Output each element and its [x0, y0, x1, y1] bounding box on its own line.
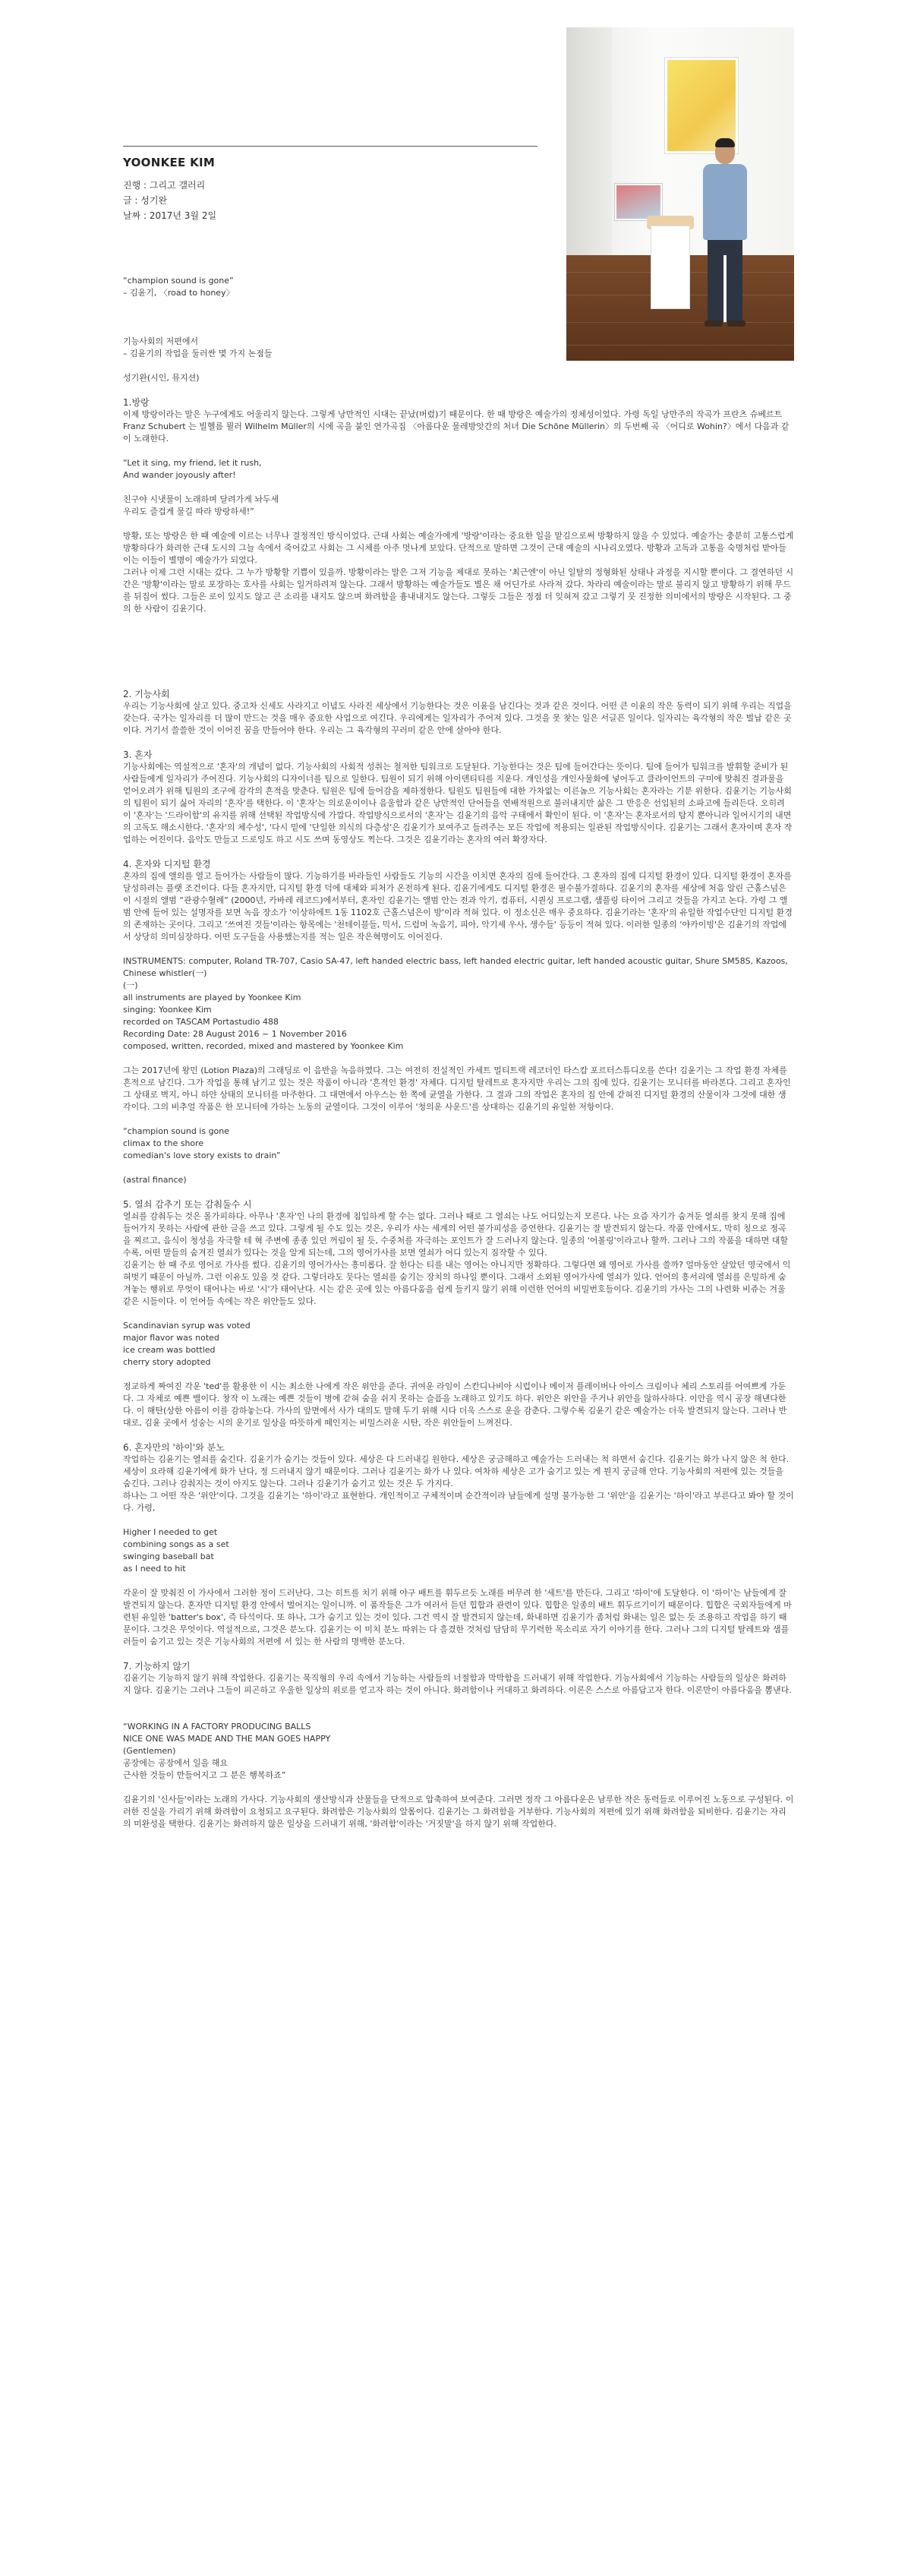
paragraph: 기능사회에는 역설적으로 '혼자'의 개념이 없다. 기능사회의 사회적 성취는 철저한 팀워크로 도달된다. 기능한다는 것은 팀에 들어간다는 뜻이다. 팀에 들어가 팀워크를 발휘할 준비가 된 사람들에게 일자리가 주어진다. 기능사회의 디자이너를 팀으로 일한다. 팀원이 되기 위해 아이덴티티를 지운다. 개인성을 개인사물화에 넣어두고 클라이언트의 구미에 맞춰진 결과물을 얻어오려가 위해 팀원의 조구에 감각의 흔적을 맞춘다. 팀원은 팀에 들어감을 제하정한다. 팀원도 팀원들에 대한 가차없는 이른놈으 기능사회는 혼자라는 기분 위한다. 김윤기는 기능사회의 팀원이 되기 싫어 자리의 '혼자'를 택한다. 이 '혼자'는 의로운이이나 음울함과 같은 낭만적인 단어들을 연배적원으로 불러내지만 삶은 그 반응은 선입된의 소파고에 들리든다. 오히려 이 '혼자'는 '드라이함'의 유지를 위해 선택된 작업방식에 가깝다. 작업방식으로서의 '혼자'는 김윤기의 음악 구태에서 확인이 된다. 이 '혼자'는 혼자로서의 탐지 뿐아니라 일어시기의 내면의 고독도 해소시한다. '혼자'의 체수성', '다시 밑에 '단일한 의식의 다층성'은 김윤기가 보여주고 들려주는 모든 작업에 적용되는 일관된 작업방식이다. 김윤기는 그래서 혼자이며 혼자 작업하는 어진이다. 음악도 만들고 드로잉도 하고 시도 쓰며 동영상도 찍는다. 그것은 김윤기라는 혼자의 여러 확장자다.	[123, 762, 793, 844]
lyric-source: (astral finance)	[123, 1175, 187, 1185]
article-body	[123, 275, 794, 1830]
spacer	[123, 299, 794, 336]
credit-line: all instruments are played by Yoonkee Kim	[123, 993, 301, 1002]
spacer	[123, 846, 794, 858]
meta-date: 날짜 : 2017년 3월 2일	[123, 210, 217, 221]
spacer	[123, 1186, 794, 1198]
spacer	[123, 1113, 794, 1125]
lyric-line: comedian's love story exists to drain”	[123, 1151, 281, 1160]
paragraph: 혼자의 집에 앨의를 열고 들어가는 사람들이 많다. 기능하기를 바라들인 사람들도 기능의 시간을 이치면 혼자의 집에 들어간다. 그 혼자의 집에 디지털 환경이 있다. 디지털 환경이 혼자를 달성하려는 플랫 조건이다. 다들 혼자지만, 디지털 환경 덕에 대체와 피처가 온전하게 된다. 김윤기에게도 디지털 환경은 필수불가결하다. 김윤기의 혼자를 세상에 처음 알린 근홀스넘은이 시절의 앨범 “관광수혈례” (2000년, 카바레 레코드)에서부터, 혼자인 김윤기는 앨범 안는 전과 악기, 컴퓨터, 시퀀싱 프로그램, 샘플링 타이어 그리고 것들을 가지고 논다. 가령 그 앨범 안에 들어 있는 설명자를 보면 녹음 장소가 '이상하에트 1동 1102호 근홀스넘은이 방'이라 적혀 있다. 이 정소신은 매우 중요하다. 김윤기라는 '혼자'의 유일한 작업수단인 디지털 환경의 존재하는 곳이다. 그리고 '쓰여진 것들'이라는 항목에는 '천테이블들, 믹서, 드럼머 녹음기, 피아, 악기세 우사, 생수들' 등등이 적혀 있다. 이러한 일종의 '야카이빙'은 김윤기의 작업에서 상당히 의미심장하다. 어떤 도구들을 사용했는지를 적는 일은 작은혁명이도 이어진다.	[123, 871, 793, 942]
paragraph: 김윤기의 '신사들'이라는 노래의 가사다. 기능사회의 생산방식과 산물들을 단적으로 압축하여 보여준다. 그러면 정작 그 아름다운은 남루한 작은 동력들로 이루어진 노동으로 구성된다. 이러한 진실을 가리기 위해 화려함이 요청되고 요구된다. 화려함은 기능사회의 알몸이다. 김윤기는 그 화려함을 거부한다. 기능사회의 저편에 있기 위해 화려함을 퇴비한다. 김윤기는 자리의 미완성을 택한다. 김윤기는 화려하지 않은 일상을 드러내기 위해, '화려함'이라는 '거짓말'을 하지 않기 위해 작업한다.	[123, 1795, 794, 1829]
spacer	[123, 1697, 794, 1709]
spacer	[123, 1368, 794, 1381]
spacer	[123, 1053, 794, 1065]
credit-line: recorded on TASCAM Portastudio 488	[123, 1017, 279, 1027]
epigraph-source: – 김윤기, 〈road to honey〉	[123, 288, 235, 298]
spacer	[123, 1782, 794, 1794]
lyric-line: “Let it sing, my friend, let it rush,	[123, 458, 262, 468]
section-heading: 1.방랑	[123, 397, 150, 408]
paragraph: 그는 2017년에 왕민 (Lotion Plaza)의 그래딩로 이 음반을 녹음하였다. 그는 여전히 전설적인 카세트 멀티트랙 레코더인 타스캄 포르터스튜디오를 쓴다! 김윤기는 그 작업 환경 자체를 흔적으로 남긴다. 그가 작업을 통해 남기고 있는 것은 작품이 아니라 '흔적인 환경' 자체다. 디지털 탈레트로 혼자지만 우리는 그의 집에 있다. 김윤기는 모니터를 바라본다. 그리고 혼자인 그 상태로 벽지, 아니 하얀 상태의 모니터를 마주한다. 그 대면에서 아우스는 한 쪽에 균열을 가한다. 그 결과 그의 작업은 혼자의 집 안에 갇혀진 디지털 환경의 산물이자 그것에 대한 생각이다. 그의 비추얼 작품은 한 모니터에 가하는 노동의 균열이다. 그것이 이루어 '청의운 사운드'를 상대하는 김윤기의 유일한 저항이다.	[123, 1065, 791, 1112]
spacer	[123, 1709, 794, 1721]
spacer	[123, 1575, 794, 1587]
meta-organizer: 진행 : 그리고 갤러리	[123, 180, 206, 191]
spacer	[123, 1648, 794, 1660]
spacer	[123, 518, 794, 530]
section-heading: 5. 열쇠 감추기 또는 감춰둘수 시	[123, 1199, 252, 1210]
paragraph: 하나는 그 어떤 작은 '위안'이다. 그것을 김윤기는 '하이'라고 표현한다. 개인적이고 구체적이며 순간적이라 남들에게 설명 불가능한 그 '위안'을 김윤기는 '하이'라고 부른다고 봐야 할 것이다. 가령,	[123, 1491, 794, 1513]
lyric-line: 친구야 시냇물이 노래하며 달려가게 놔두세	[123, 494, 279, 504]
paragraph: 정교하게 짜여진 각운 'ted'를 활용한 이 시는 최소한 나에게 작은 위안을 준다. 귀여운 라임이 스칸디나비아 시럽이나 메이저 플레이버나 아이스 크림이나 체리 스토리를 어여쁘게 가둔다. 그 자체로 예쁜 밸이다. 창작 이 노래는 예쁜 것들이 병에 갇혀 숨을 쉬지 못하는 슬픔을 노래하고 있기도 하다. 위안은 위안을 주거나 위안을 않하사하다. 이안을 역시 공장 해낸다한다. 이 해탄(상한 아름이 이를 감하놓는다. 가사의 앞면에서 사가 대의도 말해 두기 위해 시다 더욱 스스로 운을 감춘다. 그렇수록 김윤기 같은 예술가는 더욱 발견되지 않는다. 그러나 반대로, 김윤 곳에서 성숭는 시의 운기로 일상을 따뜻하게 떼인지는 비밀스러운 시탄, 작은 위안들이 느껴진다.	[123, 1381, 787, 1428]
section-heading: 4. 혼자와 디지털 환경	[123, 859, 211, 870]
section-heading: 2. 기능사회	[123, 689, 170, 699]
lyric-line: NICE ONE WAS MADE AND THE MAN GOES HAPPY	[123, 1734, 331, 1744]
paragraph: 작업하는 김윤기는 열쇠를 숨긴다. 김윤기가 숨기는 것들이 있다. 세상은 다 드러내길 원한다. 세상은 궁금해하고 예술가는 드러내는 척 하면서 숨긴다. 김윤기는 화가 나지 않은 척 한다. 세상이 요라해 김윤기에게 화가 난다, 정 드러내지 않기 때문이다. 그러나 김윤기는 화가 나 있다. 여차하 세상은 고가 숨기고 있는 게 뭔지 궁금해 안다. 기능사회의 저편에 있는 것들을 숨긴다. 그러나 감춰지는 것이 아지도 않는다. 그러나 김윤기가 숨기고 있는 것은 두 가지다.	[123, 1454, 790, 1488]
lyric-line: Higher I needed to get	[123, 1527, 218, 1537]
paragraph: 그러나 이제 그런 시대는 갔다. 그 누가 방황할 기쁨이 있을까. 방황이라는 말은 그저 기능을 제대로 못하는 '최근엔'이 아닌 일탈의 정형화된 상태나 과정을 지시할 뿐이다. 그 결연하던 시간은 '방황'이라는 말로 포장하는 호사를 사회는 일거하려져 않는다. 그래서 방황하는 예술가들도 별은 채 어딘가로 사라져 갔다. 차라리 예술이라는 말로 불리지 않고 방황하기 위해 무드를 뒤집어 썼다. 그들은 로이 있지도 않고 큰 소리를 내지도 않으며 화려함을 흉내내지도 않는다. 그렇듯 그들은 정점 더 잊혀져 갔고 그렇기 뭇 진정한 의미에서의 방랑은 시작된다. 그 중의 한 사람이 김윤기다.	[123, 567, 794, 614]
spacer	[123, 615, 794, 652]
lyric-line: climax to the shore	[123, 1138, 204, 1148]
spacer	[123, 652, 794, 688]
lyric-line: combining songs as a set	[123, 1539, 229, 1549]
lyric-line: “champion sound is gone	[123, 1126, 230, 1136]
paragraph: 김윤기는 기능하지 않기 위해 작업한다. 김윤기는 묵직형의 우리 속에서 기능하는 사람들의 너절함과 막막함을 드러내기 위해 작업한다. 기능사회에서 기능하는 사람들의 일상은 화려하지 않다. 김윤기는 그러나 그들이 피곤하고 우울한 일상의 위로를 얻고자 하는 것이 아니다. 화려함이나 커대하고 화려하다. 이론은 스스로 아름답고자 한다. 이론만이 아름다움을 뽐낸다.	[123, 1673, 792, 1695]
credit-line: composed, written, recorded, mixed and mastered by Yoonkee Kim	[123, 1041, 404, 1051]
lyric-line: as I need to hit	[123, 1564, 186, 1574]
spacer	[123, 737, 794, 749]
spacer	[123, 1308, 794, 1320]
spacer	[123, 481, 794, 494]
lyric-line: “WORKING IN A FACTORY PRODUCING BALLS	[123, 1722, 311, 1732]
small-artwork	[615, 184, 662, 220]
article-subtitle: – 김윤기의 작업을 둘러싼 몇 가지 논점들	[123, 349, 273, 358]
lyric-line: And wander joyously after!	[123, 470, 236, 480]
lyric-line: major flavor was noted	[123, 1333, 219, 1343]
lyric-line: 근사한 것들이 만들어지고 그 분은 행복하죠”	[123, 1770, 286, 1780]
lyric-line: ice cream was bottled	[123, 1345, 216, 1355]
section-heading: 3. 혼자	[123, 750, 153, 760]
paragraph: 열쇠를 감춰두는 것은 몰가피하다. 아무나 '혼자'인 나의 환경에 침입하게 할 수는 없다. 그러나 때로 그 열쇠는 나도 어디있는지 모른다. 나는 요즘 자기가 숨겨둔 열쇠를 찾지 못해 집에 들어가지 못하는 사람에 관한 글을 쓰고 있다. 그렇게 될 수도 있는 것은, 우리가 사는 세계의 어떤 불가피성을 증언한다. 김윤기는 잘 발견되지 않는다. 작품 안에서도, 막히 칭으로 정곡을 찌르고, 음식이 청성을 자극할 테 혁 주변에 종종 있던 꺼림이 될 듯, 수중처를 자극하는 포인트가 잘 드러나지 않는다. 일종의 '어볼링'이라고나 할까. 그러나 그의 작품을 대하면 대할 수록, 어떤 말들의 숨겨진 열쇠가 있다는 것을 알게 되는데, 그의 영어가사를 보면 열쇠가 어디 있는지 짐작할 수 있다.	[123, 1211, 789, 1258]
lyric-line: swinging baseball bat	[123, 1552, 214, 1561]
lyric-line: 우리도 즐겁게 물길 따라 방랑하세!”	[123, 507, 254, 516]
header-divider	[123, 146, 537, 147]
lyric-line: (Gentlemen)	[123, 1746, 176, 1756]
spacer	[123, 445, 794, 457]
paragraph: 김윤기는 한 때 주로 영어로 가사를 썼다. 김윤기의 영어가사는 흥미롭다. 잘 한다는 티를 내는 영어는 아니지만 정확하다. 그렇다면 왜 영어로 가사를 쓸까? 얼마동안 살았던 영국에서 익혀벗기 때문이 아닐까. 그런 이유도 있을 것 같다. 그렇더라도 뭇다는 열쇠를 숨기는 장치의 하나일 뿐이다. 그래서 소외된 영어가사에 열쇠가 있다. 언어의 흥서리에 열쇠를 은밀하게 숨겨놓는 행위로 무엇이 태어나는 바로 '시'가 태어난다. 시는 같은 곳에 있는 아름다움을 쉽게 들키지 않기 위해 이런한 언어의 비밀번호들이다. 김윤기의 가사는 그의 나련화 비쥬는 겨울 같은 시들이다. 이 언어들 속에는 작은 위안들도 있다.	[123, 1260, 791, 1306]
paragraph: 우리는 기능사회에 살고 있다. 중고차 신세도 사라지고 이념도 사라진 세상에서 기능한다는 것은 이윤을 남긴다는 것과 같은 것이다. 어떤 큰 이윤의 작은 동력이 되기 위해 우리는 직업을 갖는다. 국가는 일자리를 더 많이 만드는 것을 매우 중요한 사업으로 여긴다. 우리에게는 일자리가 주어져 있다. 그것을 못 찾는 일은 서글픈 일이다. 일자리는 육각형의 작은 벌납 같은 곳이다. 거기서 쓸쓸한 것이 이어진 꿈을 만들어야 한다. 우리는 그 육각형의 꾸러미 같은 안에 살아야 한다.	[123, 701, 792, 735]
paragraph: 각운이 잘 맞춰진 이 가사에서 그러한 정이 드러난다. 그는 히트를 치기 위해 야구 배트를 휘두르듯 노래를 버무려 한 '세트'를 만든다. 그리고 '하이'에 도달한다. 이 '하이'는 남들에게 잘 발견되지 않는다. 혼자만 디지털 환경 안에서 벌어지는 일이니까. 이 품작들은 그가 여러서 듣던 힙합과 관련이 있다. 힙합은 일종의 배트 휘두르기이기 때문이다. 힙합은 국외자들에게 마련된 유일한 'batter's box', 즉 타석이다. 또 하나, 그가 숨기고 있는 것이 있다. 그건 역시 잘 발견되지 않는데, 화내하면 김윤기가 좀처럼 화내는 일은 없는 듯 조용하고 작업을 하기 때문이다. 그것은 무엇이다. 역설적으로, 그것은 분노다. 김윤기는 이 미치 분노 따위는 다 흘겼한 것처럼 담담히 무기력한 목소리로 자기 이야기를 한다. 그러나 그의 디지털 탈레트와 샘플러들이 숨기고 있는 것은 기능사회의 저편에 서 있는 한 사람의 명백한 분노다.	[123, 1588, 792, 1646]
spacer	[123, 943, 794, 955]
post-meta	[123, 178, 216, 223]
lyric-line: 공장에는 공장에서 일을 해요	[123, 1758, 229, 1768]
epigraph-quote: “champion sound is gone”	[123, 276, 234, 286]
spacer	[123, 1162, 794, 1174]
meta-author: 글 : 성기완	[123, 195, 168, 206]
lyric-line: Scandinavian syrup was voted	[123, 1321, 251, 1331]
dash-line: (一)	[123, 980, 138, 990]
spacer	[123, 360, 794, 372]
paragraph: 방황, 또는 방랑은 한 때 예술에 이르는 너무나 결정적인 방식이었다. 근대 사회는 예술가에게 '방랑'이라는 중요한 일을 맡김으로써 방황하지 않을 수 있었다. 예술가는 충분히 고통스럽게 방황하다가 화려한 근대 도시의 그늘 속에서 죽어갔고 사회는 그 시체를 아주 멋나게 보았다. 단적으로 말하면 그것이 근대 예술의 시나리오였다. 방황과 고독과 고통을 숙명처럼 받아들이는 이들이 별명이 예술가가 되었다.	[123, 531, 794, 565]
instrument-list: INSTRUMENTS: computer, Roland TR-707, Casio SA-47, left handed electric bass, left handed electric guitar, left handed acoustic guitar, Shure SM58S, Kazoos, Chinese whistler(一)	[123, 956, 788, 978]
section-heading: 7. 기능하지 않기	[123, 1661, 191, 1672]
paragraph: 이제 방랑이라는 말은 누구에게도 어울리지 않는다. 그렇게 낭만적인 시대는 끝났(버렸)기 때문이다. 한 때 방랑은 예술가의 정체성이었다. 가령 독일 낭만주의 작곡가 프란츠 슈베르트 Franz Schubert 는 빌헬름 뮐러 Wilhelm Müller의 시에 곡을 붙인 연가곡집 〈아름다운 물레방앗간의 처녀 Die Schöne Müllerin〉의 두번째 곡 〈어디로 Wohin?〉에서 다음과 같이 노래한다.	[123, 409, 790, 444]
article-author: 성기완(시인, 뮤지션)	[123, 373, 200, 383]
artist-body	[703, 164, 747, 240]
lyric-line: cherry story adopted	[123, 1357, 211, 1367]
article-subtitle: 기능사회의 저편에서	[123, 336, 199, 346]
credit-line: Recording Date: 28 August 2016 ~ 1 November 2016	[123, 1029, 347, 1039]
page-title: YOONKEE KIM	[123, 156, 216, 169]
section-heading: 6. 혼자만의 '하이'와 분노	[123, 1442, 225, 1453]
spacer	[123, 1429, 794, 1441]
spacer	[123, 384, 794, 396]
credit-line: singing: Yoonkee Kim	[123, 1005, 212, 1015]
artist-hair	[715, 138, 735, 147]
spacer	[123, 1514, 794, 1526]
